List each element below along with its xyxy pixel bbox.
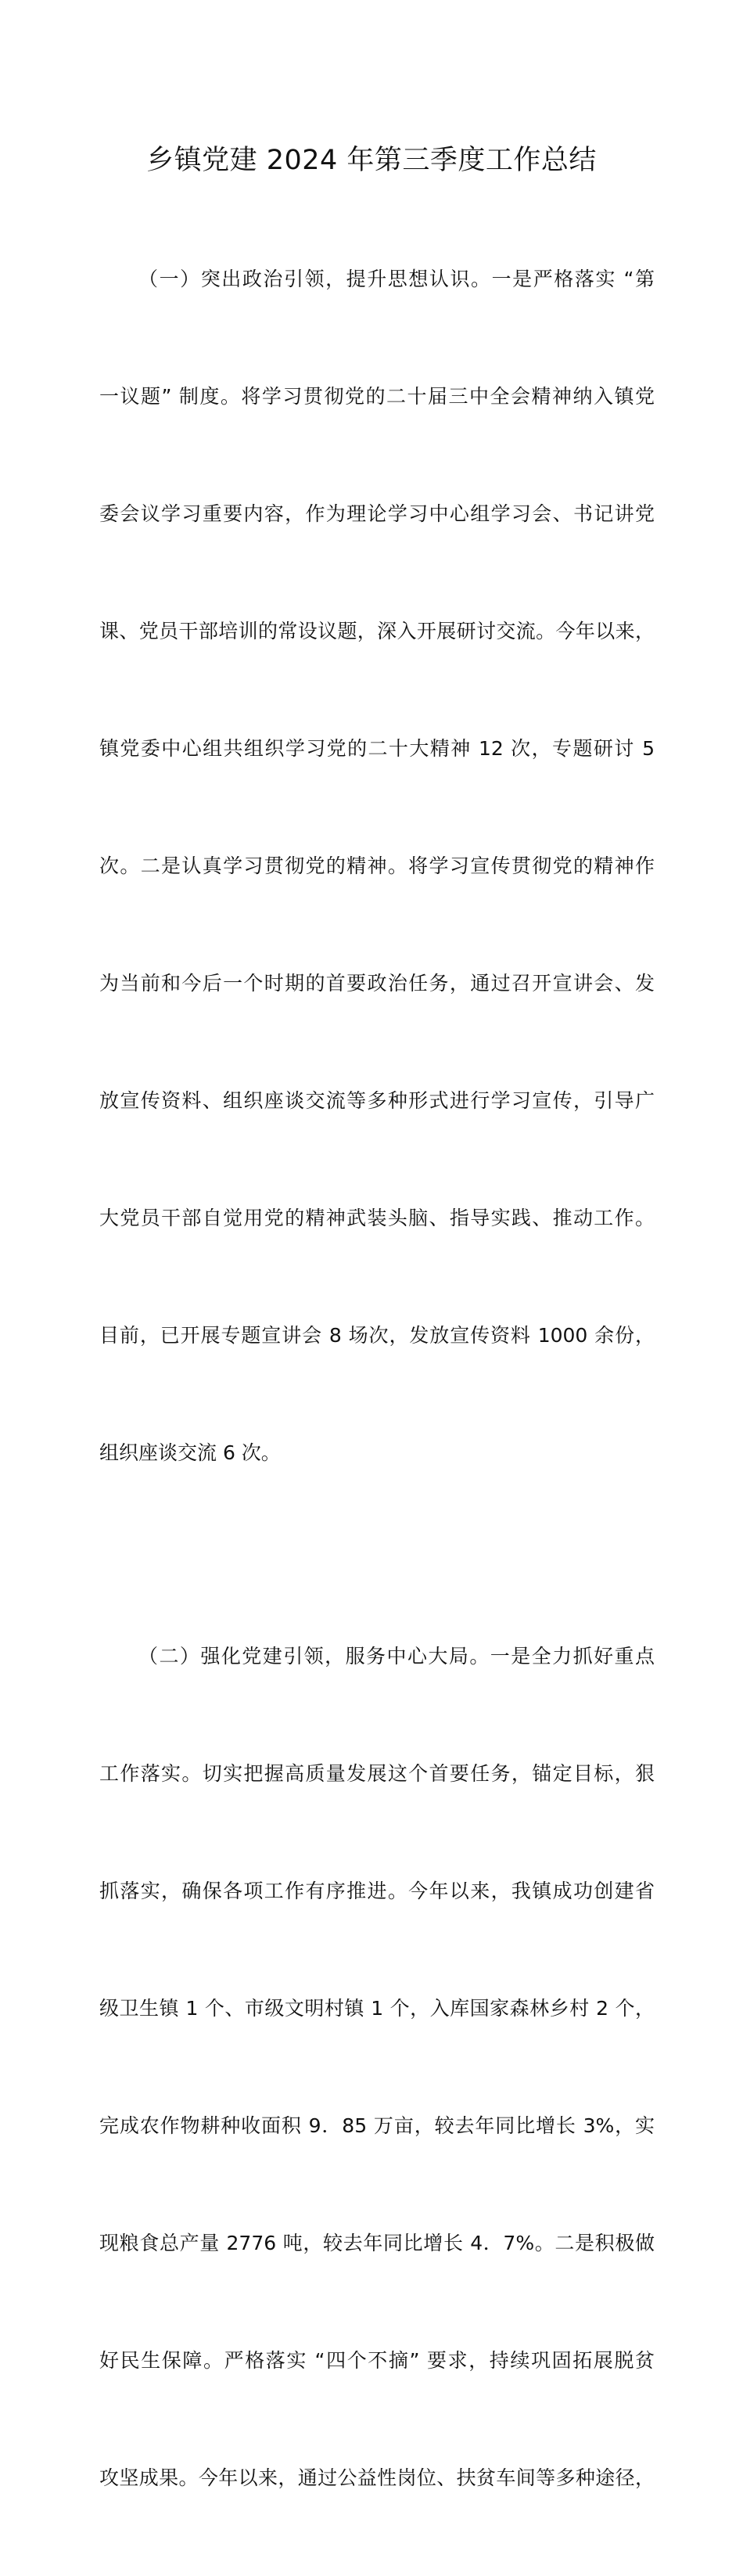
paragraph-line: 组织座谈交流 6 次。 xyxy=(99,1441,281,1464)
paragraph-line: 抓落实，确保各项工作有序推进。今年以来，我镇成功创建省 xyxy=(99,1880,655,1902)
paragraph-line: 镇党委中心组共组织学习党的二十大精神 12 次，专题研讨 5 xyxy=(99,737,655,760)
paragraph-line: 放宣传资料、组织座谈交流等多种形式进行学习宣传，引导广 xyxy=(99,1089,655,1112)
paragraph-line: （二）强化党建引领，服务中心大局。一是全力抓好重点 xyxy=(138,1645,655,1668)
paragraph-line: 完成农作物耕种收面积 9．85 万亩，较去年同比增长 3%，实 xyxy=(99,2114,655,2137)
paragraph-line: 目前，已开展专题宣讲会 8 场次，发放宣传资料 1000 余份， xyxy=(99,1324,655,1347)
paragraph-2 xyxy=(99,1559,655,2576)
paragraph-line: 一议题” 制度。将学习贯彻党的二十届三中全会精神纳入镇党 xyxy=(99,385,655,408)
paragraph-line: 工作落实。切实把握高质量发展这个首要任务，锚定目标，狠 xyxy=(99,1762,655,1785)
paragraph-line: 课、党员干部培训的常设议题，深入开展研讨交流。今年以来， xyxy=(99,620,655,642)
paragraph-line: 委会议学习重要内容，作为理论学习中心组学习会、书记讲党 xyxy=(99,502,655,525)
document-title: 乡镇党建 2024 年第三季度工作总结 xyxy=(146,145,597,176)
document-body xyxy=(99,182,655,2576)
paragraph-line: （一）突出政治引领，提升思想认识。一是严格落实 “第 xyxy=(138,268,655,290)
paragraph-line: 现粮食总产量 2776 吨，较去年同比增长 4．7%。二是积极做 xyxy=(99,2232,655,2254)
paragraph-line: 大党员干部自觉用党的精神武装头脑、指导实践、推动工作。 xyxy=(99,1207,655,1229)
paragraph-line: 次。二是认真学习贯彻党的精神。将学习宣传贯彻党的精神作 xyxy=(99,854,655,877)
paragraph-line: 攻坚成果。今年以来，通过公益性岗位、扶贫车间等多种途径， xyxy=(99,2466,655,2489)
paragraph-line: 级卫生镇 1 个、市级文明村镇 1 个，入库国家森林乡村 2 个， xyxy=(99,1997,655,2020)
paragraph-1 xyxy=(99,182,655,1551)
paragraph-line: 好民生保障。严格落实 “四个不摘” 要求，持续巩固拓展脱贫 xyxy=(99,2349,655,2372)
paragraph-line: 为当前和今后一个时期的首要政治任务，通过召开宣讲会、发 xyxy=(99,972,655,995)
